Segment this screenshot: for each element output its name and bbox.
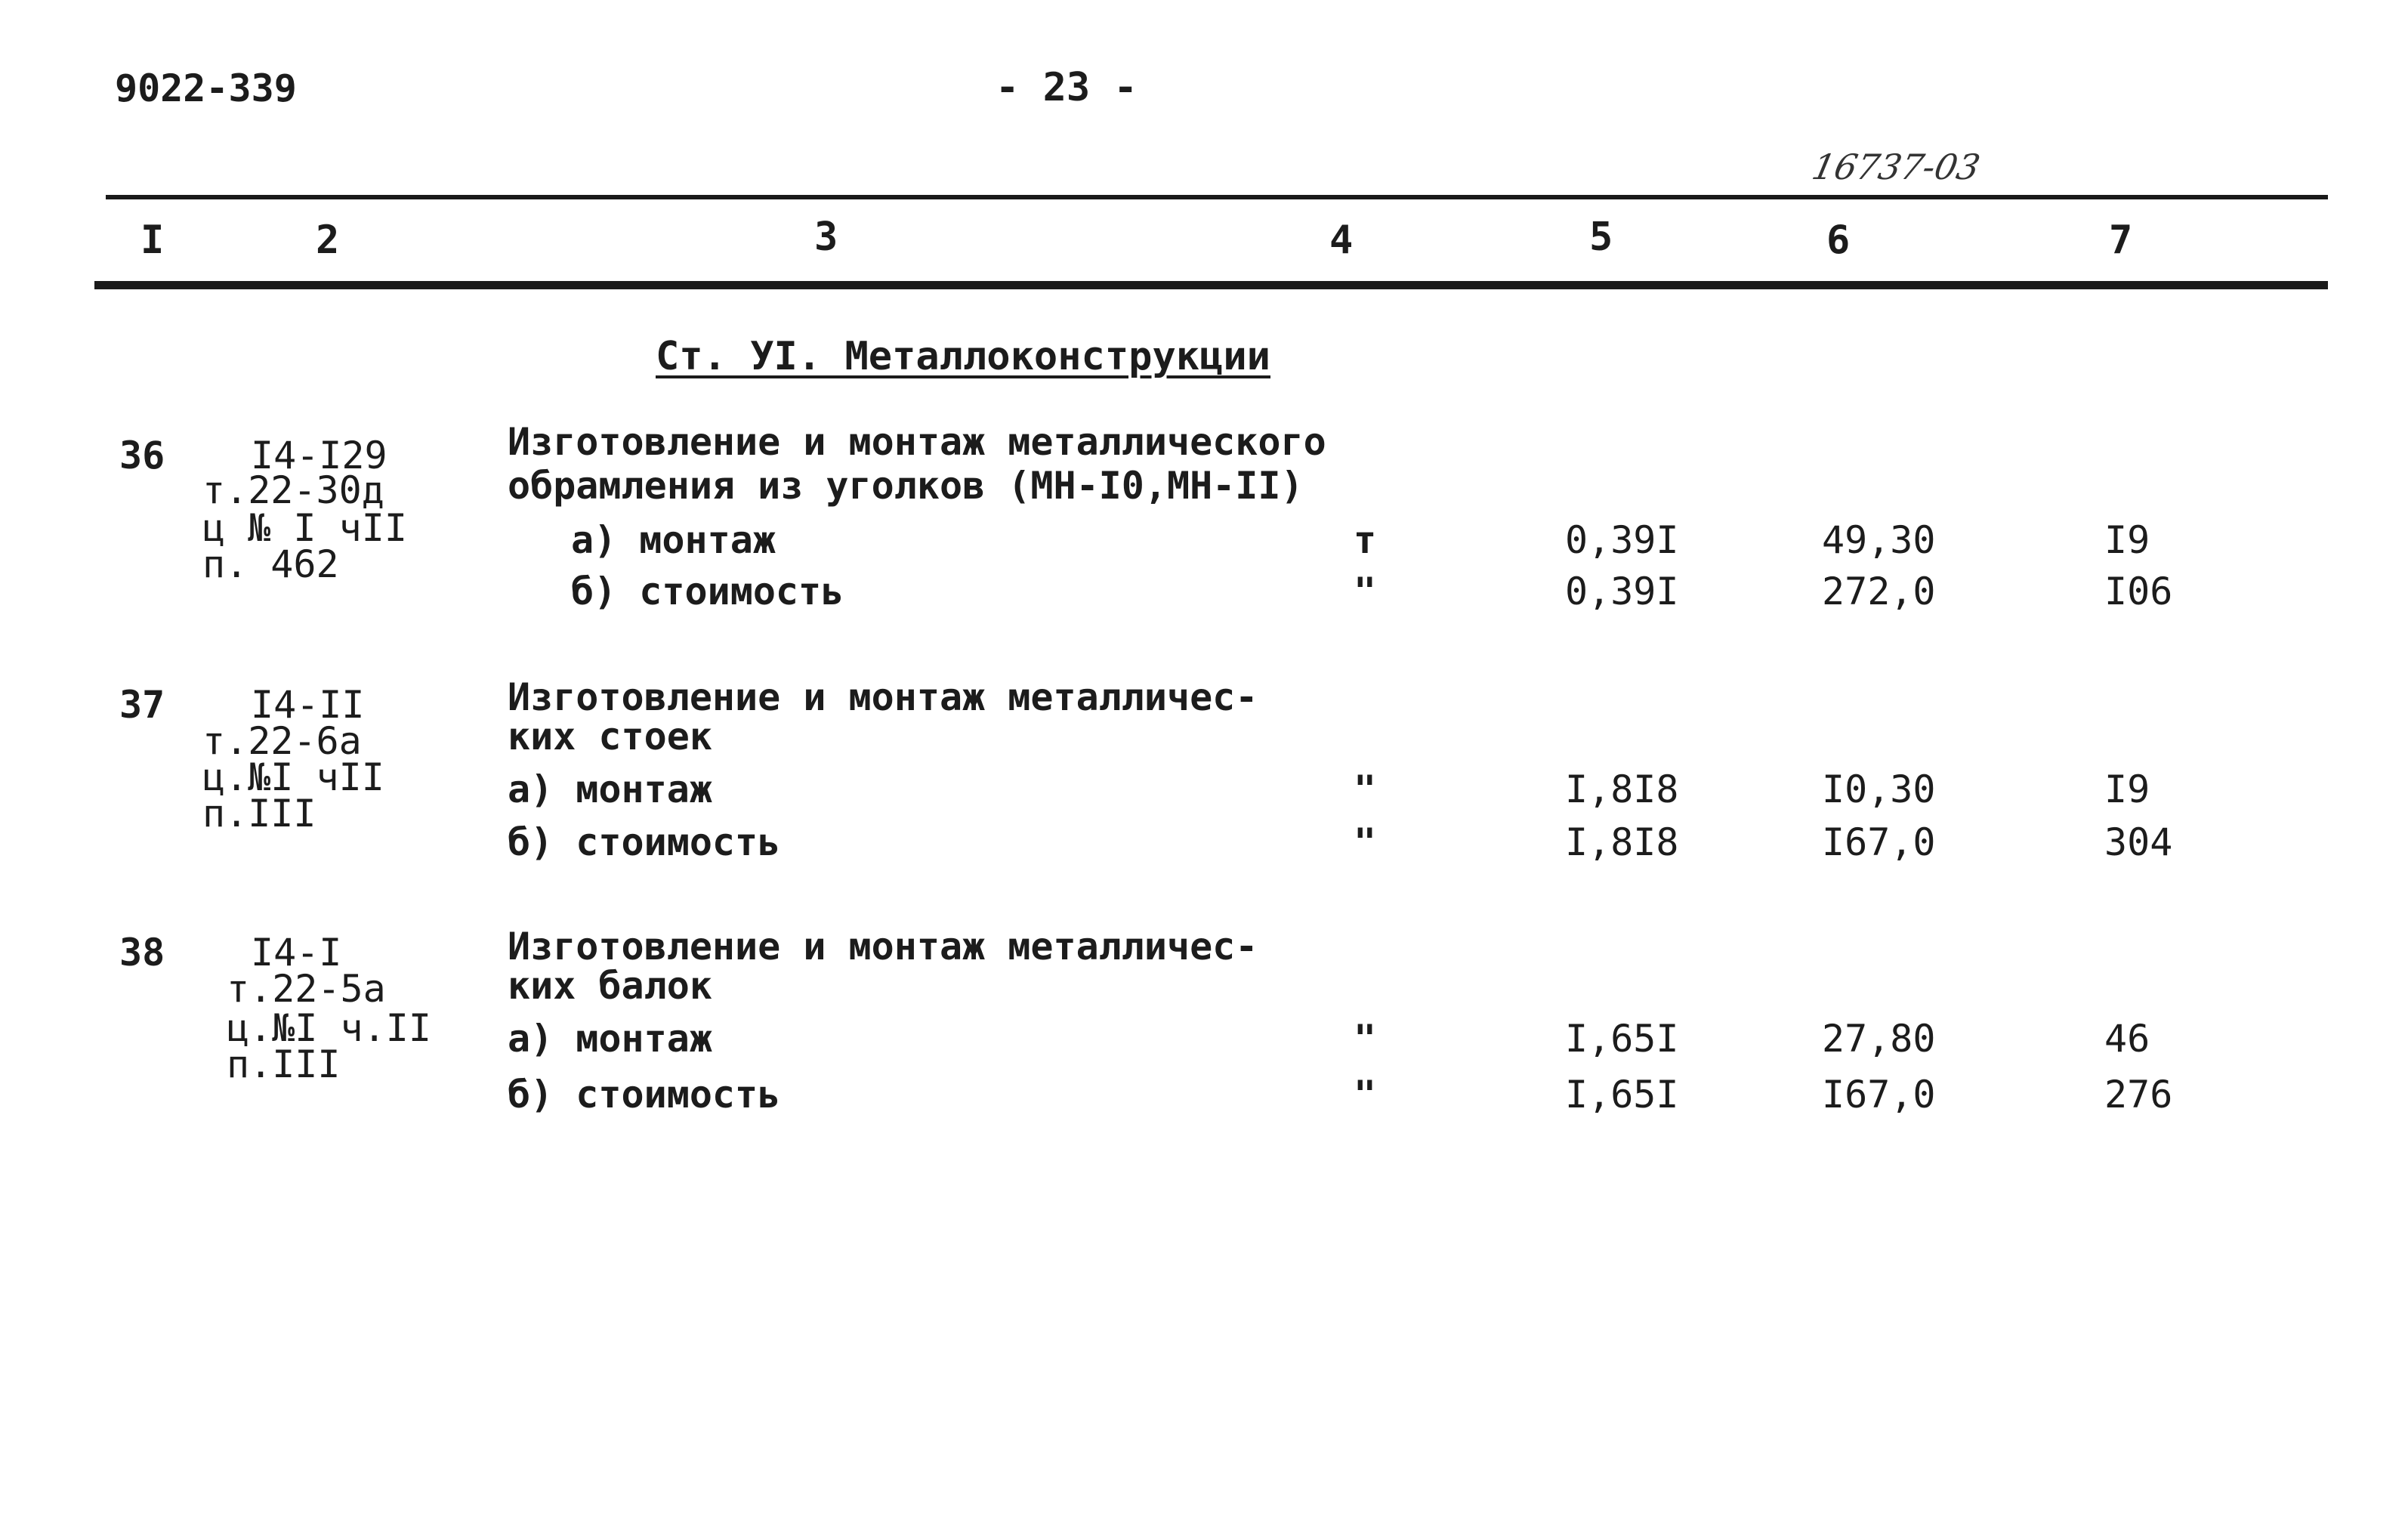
document-code: 9022-339: [115, 66, 297, 110]
row-description-line: ких балок: [508, 964, 712, 1008]
archive-number: 16737-03: [1808, 147, 1984, 187]
row-reference-line: п. 462: [202, 542, 339, 586]
item-unit: ": [1354, 820, 1377, 864]
row-reference-line: I4-II: [251, 683, 365, 727]
item-quantity: I,65I: [1565, 1017, 1679, 1061]
row-description-line: ких стоек: [508, 715, 712, 758]
row-number: 37: [119, 683, 165, 727]
item-unit: ": [1354, 570, 1377, 613]
item-unit: ": [1354, 768, 1377, 811]
item-unit: ": [1354, 1017, 1377, 1061]
item-quantity: 0,39I: [1565, 518, 1679, 562]
item-unit-price: I67,0: [1822, 820, 1936, 864]
item-label: а) монтаж: [508, 1017, 712, 1061]
item-label: а) монтаж: [571, 518, 776, 562]
item-total: 46: [2104, 1017, 2150, 1061]
column-number-7: 7: [2109, 218, 2133, 263]
column-number-4: 4: [1329, 218, 1354, 263]
item-total: I9: [2104, 518, 2150, 562]
item-unit-price: I67,0: [1822, 1073, 1936, 1117]
row-number: 36: [119, 434, 165, 477]
row-reference-line: I4-I: [251, 931, 342, 974]
row-reference-line: ц.№I чII: [202, 755, 384, 799]
row-description-line: обрамления из уголков (МН-I0,МН-II): [508, 464, 1304, 508]
column-number-1: I: [140, 218, 165, 263]
item-label: б) стоимость: [508, 820, 781, 864]
column-number-6: 6: [1826, 218, 1851, 263]
column-number-5: 5: [1589, 215, 1613, 260]
item-label: б) стоимость: [571, 570, 844, 613]
item-total: 304: [2104, 820, 2173, 864]
column-number-3: 3: [814, 215, 838, 260]
item-unit-price: 27,80: [1822, 1017, 1936, 1061]
item-quantity: I,8I8: [1565, 768, 1679, 811]
item-quantity: I,65I: [1565, 1073, 1679, 1117]
item-unit: ": [1354, 1073, 1377, 1117]
row-reference-line: ц № I чII: [202, 506, 407, 550]
row-description-line: Изготовление и монтаж металличес-: [508, 925, 1258, 968]
item-unit-price: I0,30: [1822, 768, 1936, 811]
row-reference-line: I4-I29: [251, 434, 387, 477]
item-unit: т: [1354, 518, 1377, 562]
row-number: 38: [119, 931, 165, 974]
item-label: б) стоимость: [508, 1073, 781, 1117]
item-total: I9: [2104, 768, 2150, 811]
row-reference-line: т.22-6а: [202, 719, 362, 763]
column-number-2: 2: [316, 218, 340, 263]
item-quantity: I,8I8: [1565, 820, 1679, 864]
table-header-rule: [94, 281, 2328, 289]
item-label: а) монтаж: [508, 768, 712, 811]
item-unit-price: 272,0: [1822, 570, 1936, 613]
row-description-line: Изготовление и монтаж металличес-: [508, 675, 1258, 719]
table-top-rule: [106, 195, 2328, 199]
item-total: 276: [2104, 1073, 2173, 1117]
row-reference-line: п.III: [202, 792, 316, 835]
page-number: - 23 -: [996, 65, 1138, 110]
item-unit-price: 49,30: [1822, 518, 1936, 562]
row-description-line: Изготовление и монтаж металлического: [508, 420, 1326, 464]
item-total: I06: [2104, 570, 2173, 613]
row-reference-line: т.22-5а: [227, 967, 386, 1011]
row-reference-line: ц.№I ч.II: [227, 1006, 431, 1050]
item-quantity: 0,39I: [1565, 570, 1679, 613]
row-reference-line: т.22-30д: [202, 468, 384, 512]
row-reference-line: п.III: [227, 1042, 341, 1086]
section-title: Ст. УI. Металлоконструкции: [656, 334, 1270, 379]
